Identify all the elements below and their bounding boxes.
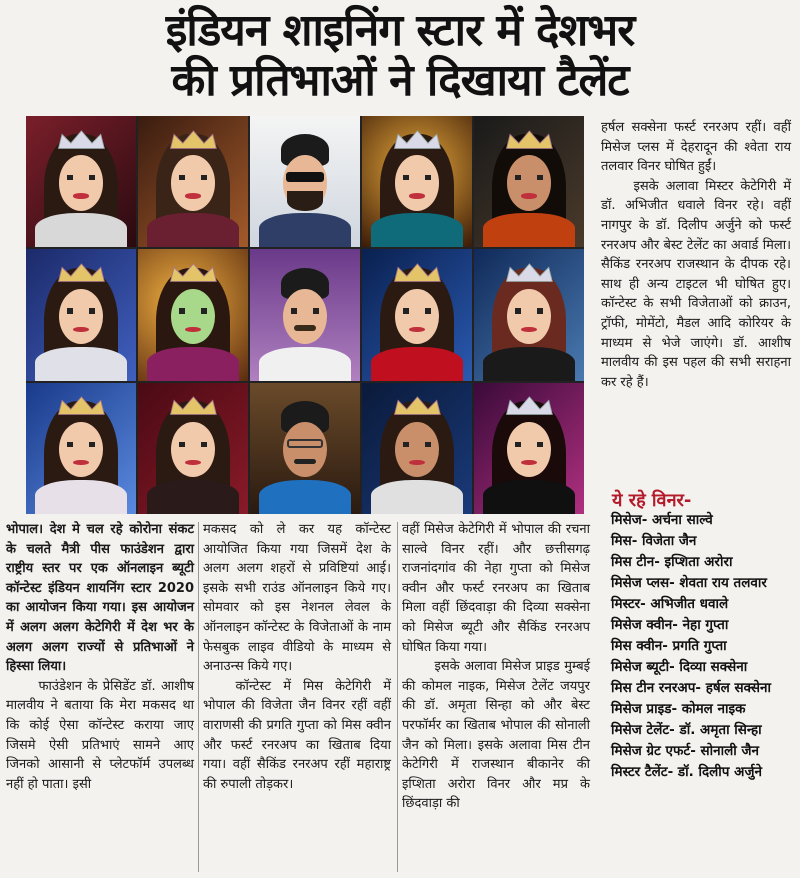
winner-item: मिस- विजेता जैन xyxy=(611,533,697,549)
winner-item: मिस्टर टैलेंट- डॉ. दिलीप अर्जुने xyxy=(611,764,762,780)
winner-item: मिसेज ब्यूटी- दिव्या सक्सेना xyxy=(611,659,748,675)
winner-item: मिसेज टेलेंट- डॉ. अमृता सिन्हा xyxy=(611,722,762,738)
contestant-photo xyxy=(26,383,136,514)
winner-item: मिस टीन रनरअप- हर्षल सक्सेना xyxy=(611,680,772,696)
paragraph: इसके अलावा मिस्टर केटेगिरी में डॉ. अभिजीत धवाले विनर रहे। वहीं नागपुर के डॉ. दिलीप अर्जुने को फर्स्ट रनरअप और बेस्ट टेलेंट का अवार्ड मिला। सैकिंड रनरअप राजस्थान के दीपक रहे। साथ ही अन्य टाइटल भी घोषित हुए। कॉन्टेस्ट के सभी विजेताओं को क्राउन, ट्रॉफी, मोमेंटो, मैडल आदि कोरियर के माध्यम से भेजे जाएंगे। डॉ. आशीष मालवीय की इस पहल की सभी सराहना कर रहे हैं। xyxy=(601,178,791,390)
crown-icon xyxy=(55,127,108,153)
column-divider xyxy=(198,522,199,872)
paragraph: इसके अलावा मिसेज प्राइड मुम्बई की कोमल नाइक, मिसेज टेलेंट जयपुर की डॉ. अमृता सिन्हा को और बेस्ट परफॉर्मर का खिताब भोपाल की सोनाली जैन को मिला। इसके अलावा मिस टीन केटेगिरी में राजस्थान बीकानेर की इप्शिता अरोरा विनर और मप्र के छिंदवाड़ा की xyxy=(402,659,590,812)
contestant-photo xyxy=(250,383,360,514)
contestant-photo xyxy=(362,116,472,247)
article-column-2 xyxy=(203,520,391,794)
contestant-photo xyxy=(474,249,584,380)
crown-icon xyxy=(391,393,444,419)
contestant-photo xyxy=(26,249,136,380)
contestant-photo xyxy=(474,116,584,247)
headline-line-2: की प्रतिभाओं ने दिखाया टैलेंट xyxy=(171,55,629,106)
crown-icon xyxy=(503,393,556,419)
contestant-photo xyxy=(26,116,136,247)
winners-heading: ये रहे विनर- xyxy=(612,490,692,511)
crown-icon xyxy=(391,127,444,153)
crown-icon xyxy=(503,260,556,286)
article-column-3 xyxy=(402,520,590,814)
contestant-photo xyxy=(250,249,360,380)
article-column-right xyxy=(601,118,791,392)
paragraph: कॉन्टेस्ट में मिस केटेगिरी में भोपाल की विजेता जैन विनर रहीं वहीं वाराणसी की प्रगति गुप्ता को मिस क्वीन और फर्स्ट रनरअप का खिताब दिया गया। वहीं सैकिंड रनरअप रहीं महाराष्ट्र की रुपाली तोड़कर। xyxy=(203,678,391,792)
winner-item: मिस टीन- इप्शिता अरोरा xyxy=(611,554,733,570)
winner-item: मिस्टर- अभिजीत धवाले xyxy=(611,596,729,612)
crown-icon xyxy=(167,393,220,419)
paragraph: मकसद को ले कर यह कॉन्टेस्ट आयोजित किया गया जिसमें देश के अलग अलग शहरों से प्रविष्टियां आई। इसके सभी राउंड ऑनलाइन किये गए। सोमवार को इस नेशनल लेवल के ऑनलाइन कॉन्टेस्ट के विजेताओं के नाम फेसबुक लाइव वीडियो के माध्यम से अनाउन्स किये गए। xyxy=(203,522,391,675)
winner-item: मिसेज क्वीन- नेहा गुप्ता xyxy=(611,617,729,633)
paragraph: फाउंडेशन के प्रेसिडेंट डॉ. आशीष मालवीय ने बताया कि मेरा मकसद था कि कोई ऐसा कॉन्टेस्ट कराया जाए जिसमे ऐसी प्रतिभाएं सामने आए जिनको आसानी से प्लेटफॉर्म उपलब्ध नहीं हो पाता। इसी xyxy=(6,678,194,792)
article-column-1 xyxy=(6,520,194,794)
crown-icon xyxy=(503,127,556,153)
column-divider xyxy=(397,522,398,872)
winner-item: मिसेज प्लस- शेवता राय तलवार xyxy=(611,575,767,591)
contestant-photo xyxy=(362,383,472,514)
contestant-photo xyxy=(138,116,248,247)
winner-item: मिस क्वीन- प्रगति गुप्ता xyxy=(611,638,727,654)
headline xyxy=(0,6,800,106)
sunglasses-icon xyxy=(286,172,323,181)
contestant-photo xyxy=(474,383,584,514)
paragraph: वहीं मिसेज केटेगिरी में भोपाल की रचना साल्वे विनर रहीं। और छत्तीसगढ़ राजनांदगांव की नेहा गुप्ता को मिसेज क्वीन और फर्स्ट रनरअप का खिताब मिला वहीं छिंदवाड़ा की दिव्या सक्सेना को मिसेज ब्यूटी और सैकिंड रनरअप घोषित किया गया। xyxy=(402,522,590,655)
headline-line-1: इंडियन शाइनिंग स्टार में देशभर xyxy=(165,5,635,56)
glasses-icon xyxy=(287,439,322,448)
contestant-photo xyxy=(138,383,248,514)
photo-collage xyxy=(26,116,584,514)
contestant-photo xyxy=(138,249,248,380)
paragraph: हर्षल सक्सेना फर्स्ट रनरअप रहीं। वहीं मिसेज प्लस में देहरादून की श्वेता राय तलवार विनर घोषित हुईं। xyxy=(601,120,791,175)
winners-list xyxy=(611,510,800,783)
winner-item: मिसेज प्राइड- कोमल नाइक xyxy=(611,701,746,717)
crown-icon xyxy=(55,260,108,286)
lead-paragraph: भोपाल। देश मे चल रहे कोरोना संकट के चलते मैत्री पीस फाउंडेशन द्वारा राष्ट्रीय स्तर पर एक ऑनलाइन ब्यूटी कॉन्टेस्ट इंडियन शायनिंग स्टार 2020 का आयोजन किया गया। इस आयोजन में अलग अलग केटेगिरी में देश भर के अलग अलग राज्यों से प्रतिभाओं ने हिस्सा लिया। xyxy=(6,522,194,675)
crown-icon xyxy=(391,260,444,286)
contestant-photo xyxy=(250,116,360,247)
crown-icon xyxy=(167,127,220,153)
crown-icon xyxy=(167,260,220,286)
contestant-photo xyxy=(362,249,472,380)
winner-item: मिसेज- अर्चना साल्वे xyxy=(611,512,713,528)
winner-item: मिसेज ग्रेट एफर्ट- सोनाली जैन xyxy=(611,743,759,759)
crown-icon xyxy=(55,393,108,419)
